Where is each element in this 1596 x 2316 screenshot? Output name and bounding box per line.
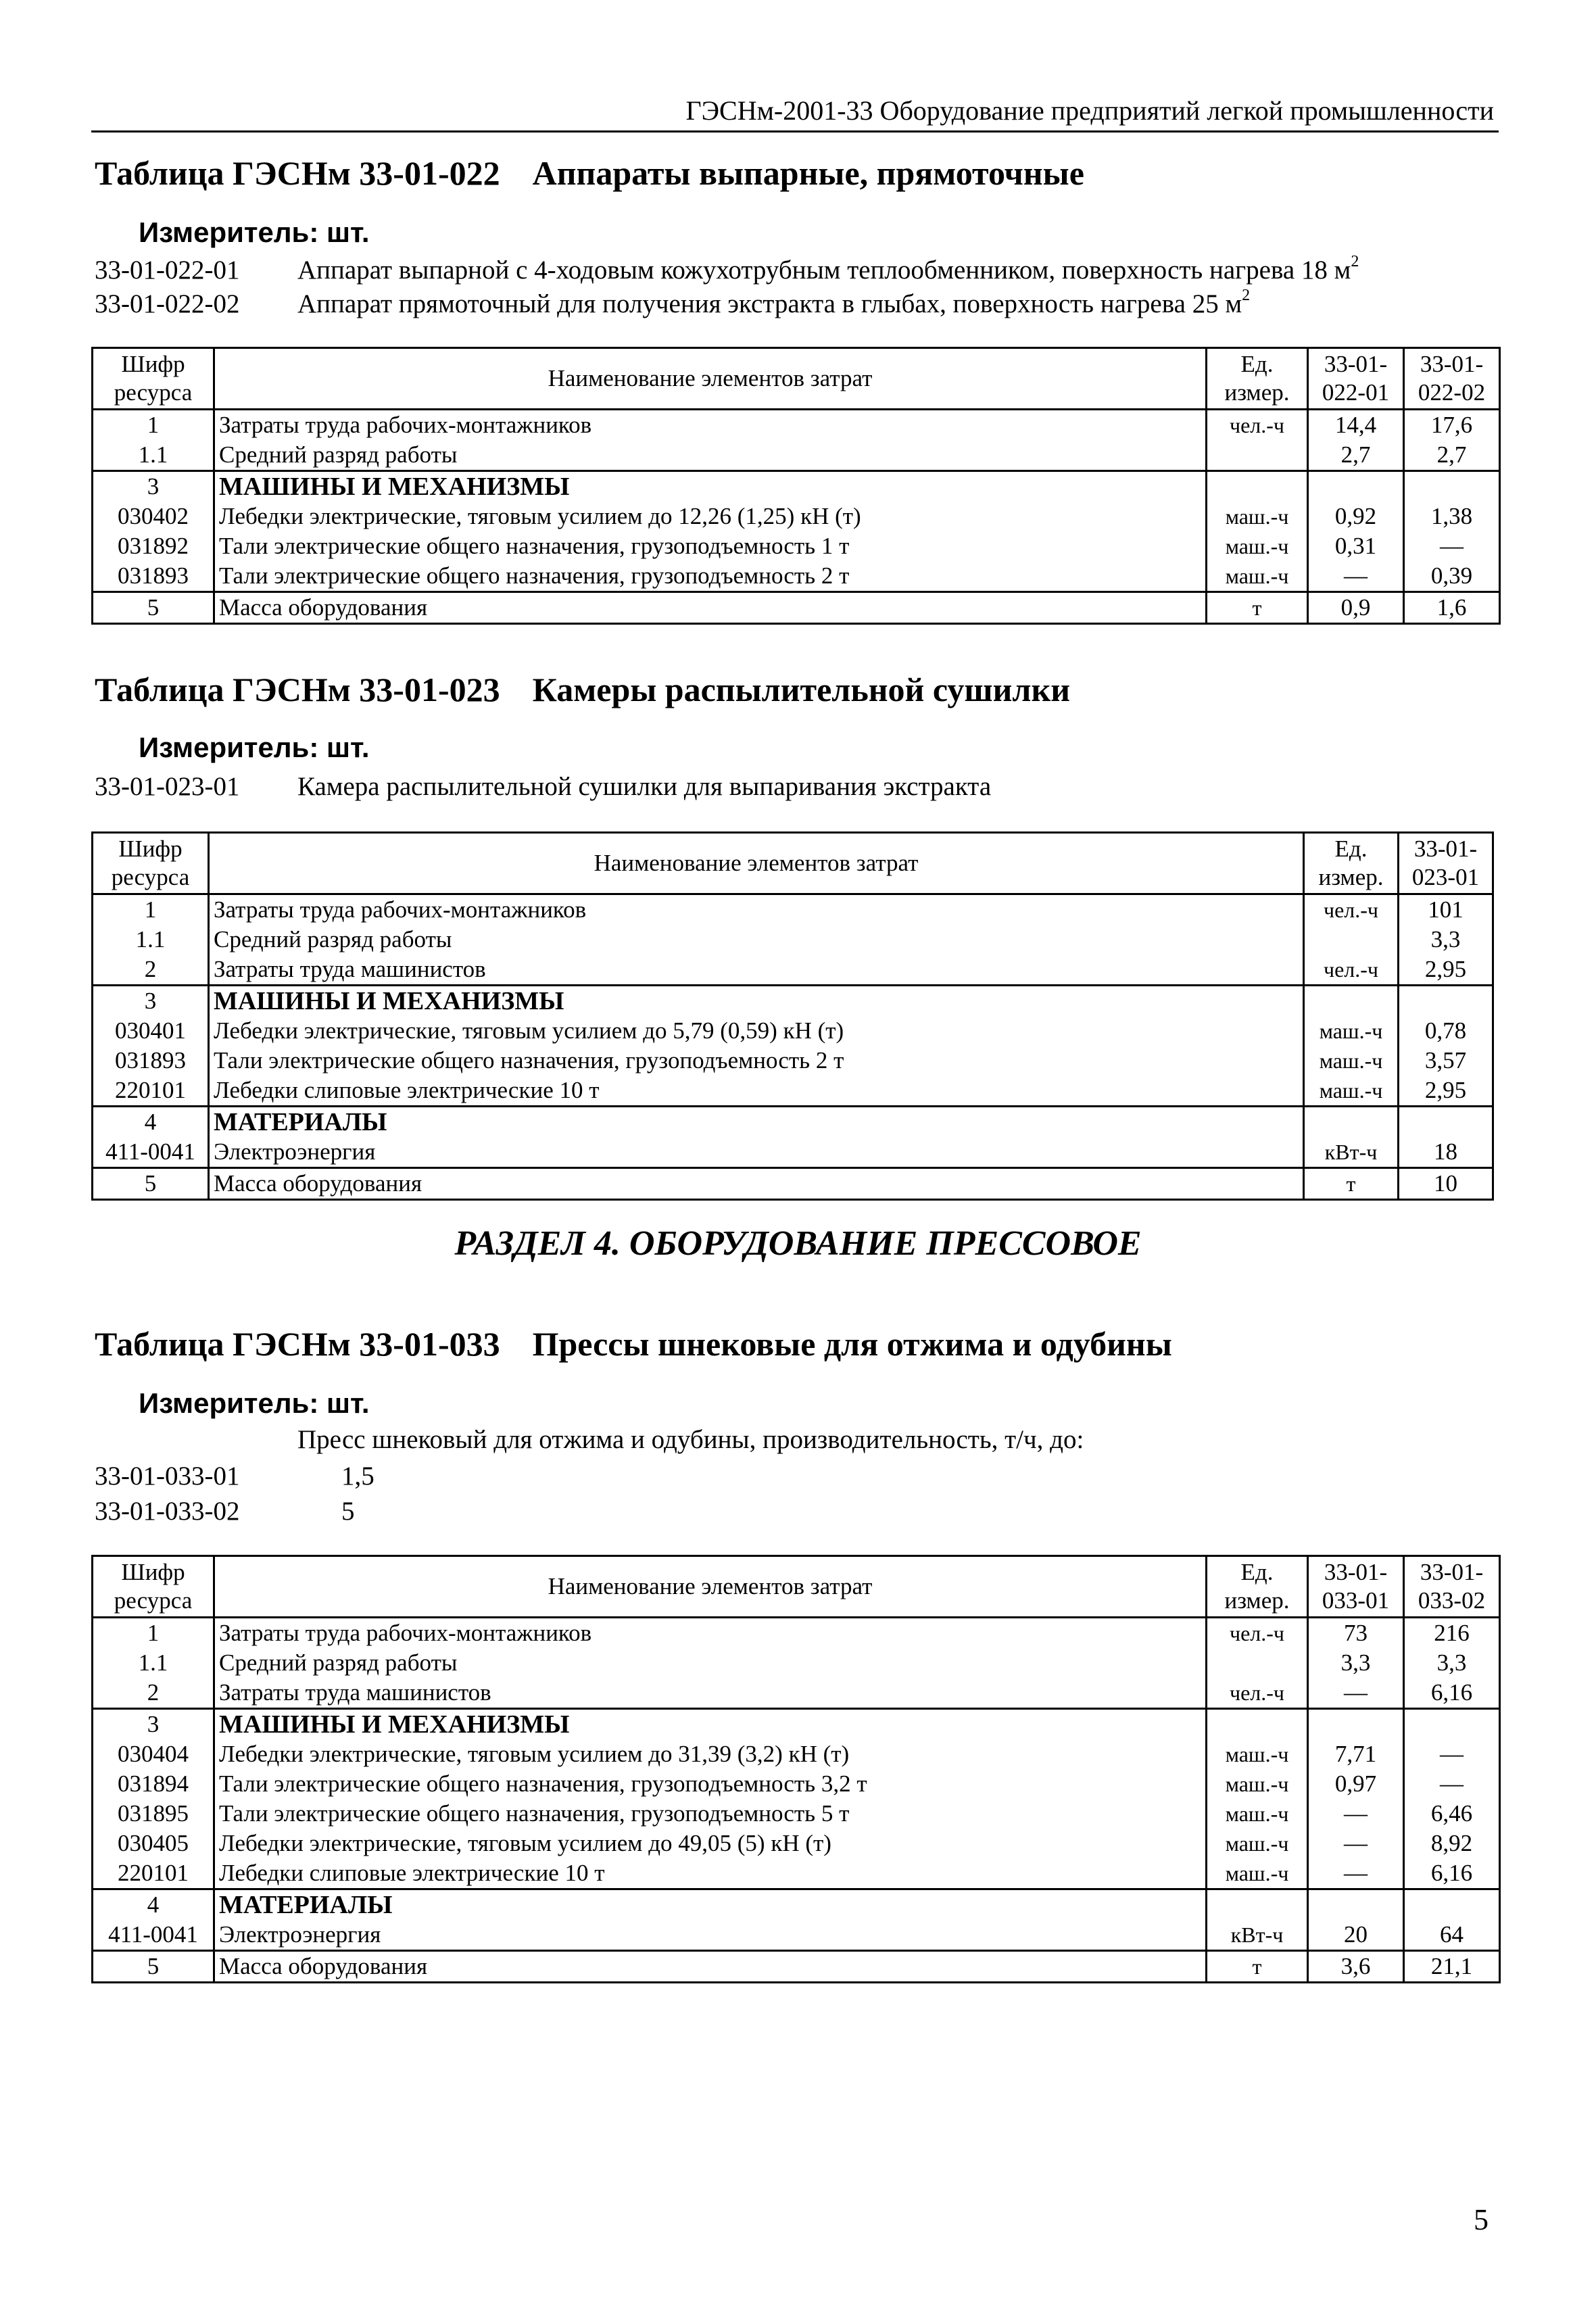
table-row: 411-0041 Электроэнергия кВт-ч 18 xyxy=(93,1137,1493,1168)
table-row: 031894 Тали электрические общего назначения, грузоподъемность 3,2 т маш.-ч 0,97 — xyxy=(93,1769,1500,1799)
table-group-row: 4 МАТЕРИАЛЫ xyxy=(93,1889,1500,1921)
table-row: 031895 Тали электрические общего назначения, грузоподъемность 5 т маш.-ч — 6,46 xyxy=(93,1799,1500,1829)
item-desc: 5 xyxy=(341,1497,355,1526)
table-row: 411-0041 Электроэнергия кВт-ч 20 64 xyxy=(93,1920,1500,1951)
item-code: 33-01-022-01 xyxy=(95,256,240,285)
table-row: 220101 Лебедки слиповые электрические 10 т маш.-ч — 6,16 xyxy=(93,1858,1500,1889)
table2-measure: Измеритель: шт. xyxy=(139,731,370,763)
col-header-code: Шифр ресурса xyxy=(93,1556,214,1618)
table-row: 220101 Лебедки слиповые электрические 10 т маш.-ч 2,95 xyxy=(93,1076,1493,1107)
col-header-a: 33-01- 023-01 xyxy=(1399,833,1493,894)
item-desc: Аппарат прямоточный для получения экстракта в глыбах, поверхность нагрева 25 $м^2$ xyxy=(297,287,1251,318)
table-group-row: 3 МАШИНЫ И МЕХАНИЗМЫ xyxy=(93,986,1493,1017)
table-row: 031893 Тали электрические общего назначения, грузоподъемность 2 т маш.-ч 3,57 xyxy=(93,1046,1493,1076)
header-rule xyxy=(91,130,1499,132)
table1-item xyxy=(95,253,1359,288)
running-header: ГЭСНм-2001-33 Оборудование предприятий легкой промышленности xyxy=(685,95,1494,126)
item-code: 33-01-033-01 xyxy=(95,1462,240,1491)
table-group-row: 4 МАТЕРИАЛЫ xyxy=(93,1107,1493,1138)
col-header-unit: Ед. измер. xyxy=(1207,1556,1308,1618)
table-header-row xyxy=(93,833,1493,894)
table1-measure: Измеритель: шт. xyxy=(139,216,370,248)
table-header-row xyxy=(93,1556,1500,1618)
table1-title-name: Аппараты выпарные, прямоточные xyxy=(532,154,1084,192)
table1-title xyxy=(95,151,1084,195)
table-row: 5 Масса оборудования т 10 xyxy=(93,1168,1493,1200)
table-row: 030402 Лебедки электрические, тяговым усилием до 12,26 (1,25) кН (т) маш.-ч 0,92 1,38 xyxy=(93,502,1500,531)
col-header-unit: Ед. измер. xyxy=(1304,833,1399,894)
table-row: 030401 Лебедки электрические, тяговым усилием до 5,79 (0,59) кН (т) маш.-ч 0,78 xyxy=(93,1016,1493,1046)
table3-title-name: Прессы шнековые для отжима и одубины xyxy=(532,1325,1172,1363)
table3-measure: Измеритель: шт. xyxy=(139,1387,370,1419)
col-header-name: Наименование элементов затрат xyxy=(214,1556,1207,1618)
table-header-row xyxy=(93,348,1500,410)
table3-item xyxy=(95,1494,355,1529)
table-row: 1.1 Средний разряд работы 3,3 3,3 xyxy=(93,1648,1500,1678)
col-header-a: 33-01- 033-01 xyxy=(1308,1556,1404,1618)
table-group-row: 3 МАШИНЫ И МЕХАНИЗМЫ xyxy=(93,471,1500,502)
table-row: 030404 Лебедки электрические, тяговым усилием до 31,39 (3,2) кН (т) маш.-ч 7,71 — xyxy=(93,1739,1500,1769)
table1-item xyxy=(95,287,1250,322)
table-row: 030405 Лебедки электрические, тяговым усилием до 49,05 (5) кН (т) маш.-ч — 8,92 xyxy=(93,1829,1500,1858)
item-code: 33-01-022-02 xyxy=(95,289,240,318)
table2-title xyxy=(95,668,1070,711)
item-code: 33-01-023-01 xyxy=(95,772,240,801)
col-header-b: 33-01- 033-02 xyxy=(1404,1556,1500,1618)
table-row: 2 Затраты труда машинистов чел.-ч — 6,16 xyxy=(93,1678,1500,1709)
col-header-code: Шифр ресурса xyxy=(93,833,209,894)
table3-title-code: Таблица ГЭСНм 33-01-033 xyxy=(95,1325,500,1363)
table-row: 1.1 Средний разряд работы 2,7 2,7 xyxy=(93,440,1500,471)
table3-item xyxy=(95,1459,374,1494)
item-desc: Камера распылительной сушилки для выпаривания экстракта xyxy=(297,772,992,801)
table3-intro: Пресс шнековый для отжима и одубины, производительность, т/ч, до: xyxy=(297,1425,1084,1454)
table-row: 2 Затраты труда машинистов чел.-ч 2,95 xyxy=(93,955,1493,986)
table2-item xyxy=(95,769,991,804)
col-header-name: Наименование элементов затрат xyxy=(214,348,1207,410)
col-header-code: Шифр ресурса xyxy=(93,348,214,410)
table-group-row: 3 МАШИНЫ И МЕХАНИЗМЫ xyxy=(93,1709,1500,1740)
table-row: 1 Затраты труда рабочих-монтажников чел.-ч 14,4 17,6 xyxy=(93,410,1500,441)
section-title: РАЗДЕЛ 4. ОБОРУДОВАНИЕ ПРЕССОВОЕ xyxy=(454,1224,1142,1263)
table-row: 1 Затраты труда рабочих-монтажников чел.-ч 73 216 xyxy=(93,1618,1500,1649)
col-header-name: Наименование элементов затрат xyxy=(209,833,1304,894)
table1-resources xyxy=(91,347,1501,625)
table-row: 1 Затраты труда рабочих-монтажников чел.-ч 101 xyxy=(93,894,1493,925)
table1-title-code: Таблица ГЭСНм 33-01-022 xyxy=(95,154,500,192)
page-number: 5 xyxy=(1474,2203,1489,2236)
item-desc: Аппарат выпарной с 4-ходовым кожухотрубным теплообменником, поверхность нагрева 18 $м^2$ xyxy=(297,253,1359,285)
table-row: 5 Масса оборудования т 0,9 1,6 xyxy=(93,592,1500,624)
table-row: 5 Масса оборудования т 3,6 21,1 xyxy=(93,1951,1500,1983)
col-header-unit: Ед. измер. xyxy=(1207,348,1308,410)
table2-resources xyxy=(91,831,1494,1201)
item-desc: 1,5 xyxy=(341,1462,374,1491)
col-header-a: 33-01- 022-01 xyxy=(1308,348,1404,410)
item-code: 33-01-033-02 xyxy=(95,1497,240,1526)
table-row: 1.1 Средний разряд работы 3,3 xyxy=(93,925,1493,955)
table3-resources xyxy=(91,1555,1501,1983)
table3-title xyxy=(95,1322,1172,1366)
table-row: 031892 Тали электрические общего назначения, грузоподъемность 1 т маш.-ч 0,31 — xyxy=(93,531,1500,561)
table2-title-code: Таблица ГЭСНм 33-01-023 xyxy=(95,671,500,708)
table-row: 031893 Тали электрические общего назначения, грузоподъемность 2 т маш.-ч — 0,39 xyxy=(93,561,1500,592)
table2-title-name: Камеры распылительной сушилки xyxy=(532,671,1071,708)
col-header-b: 33-01- 022-02 xyxy=(1404,348,1500,410)
